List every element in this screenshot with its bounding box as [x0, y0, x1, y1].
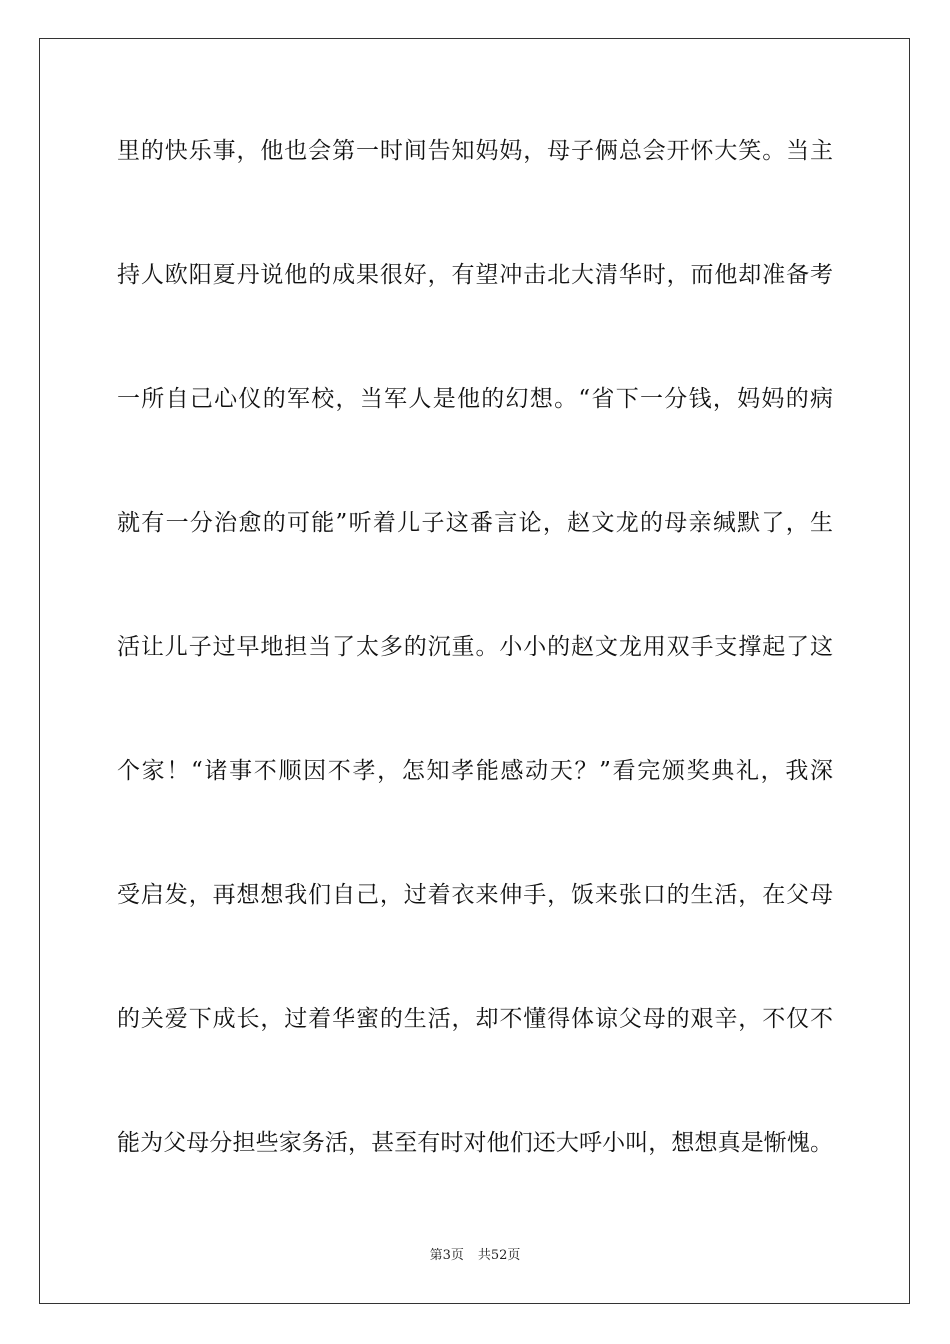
text-line: 能为父母分担些家务活，甚至有时对他们还大呼小叫，想想真是惭愧。 [117, 1130, 833, 1156]
text-line: 活让儿子过早地担当了太多的沉重。小小的赵文龙用双手支撑起了这 [117, 634, 833, 660]
page-border [39, 38, 910, 1304]
text-line: 一所自己心仪的军校，当军人是他的幻想。“省下一分钱，妈妈的病 [117, 386, 833, 412]
text-line: 受启发，再想想我们自己，过着衣来伸手，饭来张口的生活，在父母 [117, 882, 833, 908]
text-line: 个家！“诸事不顺因不孝，怎知孝能感动天？”看完颁奖典礼，我深 [117, 758, 833, 784]
page-number: 第3页 [429, 1248, 464, 1263]
text-line: 就有一分治愈的可能”听着儿子这番言论，赵文龙的母亲缄默了，生 [117, 510, 833, 536]
text-line: 持人欧阳夏丹说他的成果很好，有望冲击北大清华时，而他却准备考 [117, 262, 833, 288]
page-footer [0, 1247, 950, 1265]
text-line: 里的快乐事，他也会第一时间告知妈妈，母子俩总会开怀大笑。当主 [117, 138, 833, 164]
page-total: 共52页 [477, 1248, 521, 1263]
text-line: 的关爱下成长，过着华蜜的生活，却不懂得体谅父母的艰辛，不仅不 [117, 1006, 833, 1032]
